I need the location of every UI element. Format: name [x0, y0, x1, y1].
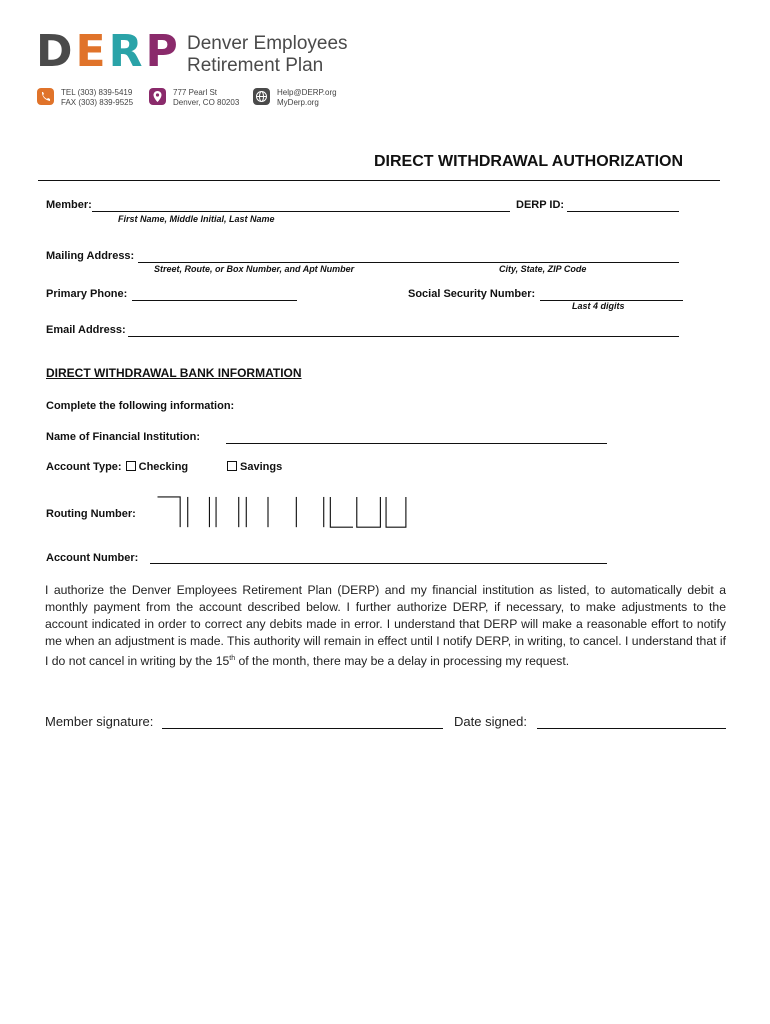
authorization-ordinal: th — [229, 655, 236, 662]
derp-id-label: DERP ID: — [516, 199, 565, 211]
email-label: Email Address: — [46, 324, 126, 336]
contact-online — [277, 88, 337, 108]
routing-label: Routing Number: — [46, 508, 136, 520]
savings-checkbox[interactable] — [227, 461, 237, 471]
checking-label: Checking — [138, 461, 189, 473]
org-name-line2: Retirement Plan — [187, 55, 324, 76]
mailing-address-label: Mailing Address: — [46, 250, 135, 262]
account-number-label: Account Number: — [46, 552, 139, 564]
phone-icon — [37, 88, 54, 105]
logo-letter-r: R — [108, 26, 146, 77]
ssn-label: Social Security Number: — [408, 288, 536, 300]
primary-phone-label: Primary Phone: — [46, 288, 128, 300]
savings-label: Savings — [240, 461, 283, 473]
globe-icon — [253, 88, 270, 105]
contact-tel: TEL (303) 839-5419 — [61, 88, 133, 97]
org-name-line1: Denver Employees — [187, 33, 348, 54]
authorization-text: I authorize the Denver Employees Retirement Plan (DERP) and my financial institution as listed, to automatically debit a monthly payment from the account described below. I further authorize DERP, if necessary, to make adjustments to the account indicated in order to correct any debits made in error. I understand that DERP will make a reasonable effort to notify me when an adjustment is made. This authority will remain in effect until I notify DERP, in writing, to cancel. I understand that if I do not cancel in writing by the 15 — [45, 583, 726, 669]
routing-number-boxes[interactable] — [150, 496, 420, 530]
member-hint: First Name, Middle Initial, Last Name — [118, 214, 275, 224]
mailing-street-hint: Street, Route, or Box Number, and Apt Number — [154, 264, 355, 274]
member-field[interactable] — [92, 211, 510, 212]
logo-letter-p: P — [145, 26, 181, 77]
logo-letter-e: E — [75, 26, 109, 77]
email-field[interactable] — [128, 336, 679, 337]
contact-email[interactable]: Help@DERP.org — [277, 88, 337, 97]
location-pin-icon — [149, 88, 166, 105]
bank-section-title: DIRECT WITHDRAWAL BANK INFORMATION — [46, 366, 302, 380]
mailing-city-hint: City, State, ZIP Code — [499, 264, 587, 274]
signature-field[interactable] — [162, 728, 443, 729]
authorization-paragraph — [45, 582, 726, 670]
member-label: Member: — [46, 199, 92, 211]
complete-instruction: Complete the following information: — [46, 400, 235, 412]
contact-address-line2: Denver, CO 80203 — [173, 98, 240, 107]
contact-address — [173, 88, 239, 108]
date-signed-field[interactable] — [537, 728, 726, 729]
account-type-label: Account Type: — [46, 461, 122, 473]
savings-option — [227, 461, 282, 473]
signature-label: Member signature: — [45, 714, 154, 729]
institution-field[interactable] — [226, 443, 607, 444]
mailing-address-field[interactable] — [138, 262, 679, 263]
contact-address-line1: 777 Pearl St — [173, 88, 218, 97]
date-signed-label: Date signed: — [454, 714, 527, 729]
derp-id-field[interactable] — [567, 211, 679, 212]
org-name — [187, 33, 348, 77]
ssn-hint: Last 4 digits — [572, 301, 625, 311]
contact-web[interactable]: MyDerp.org — [277, 98, 319, 107]
derp-logo — [36, 26, 181, 77]
authorization-text-end: of the month, there may be a delay in processing my request. — [235, 654, 570, 669]
account-number-field[interactable] — [150, 563, 607, 564]
checking-checkbox[interactable] — [126, 461, 136, 471]
contact-fax: FAX (303) 839-9525 — [61, 98, 134, 107]
logo-letter-d: D — [36, 26, 76, 77]
institution-label: Name of Financial Institution: — [46, 431, 201, 443]
contact-phone — [61, 88, 133, 108]
form-title: DIRECT WITHDRAWAL AUTHORIZATION — [374, 153, 684, 170]
title-divider — [38, 180, 720, 181]
primary-phone-field[interactable] — [132, 300, 297, 301]
account-type-row — [46, 461, 188, 473]
